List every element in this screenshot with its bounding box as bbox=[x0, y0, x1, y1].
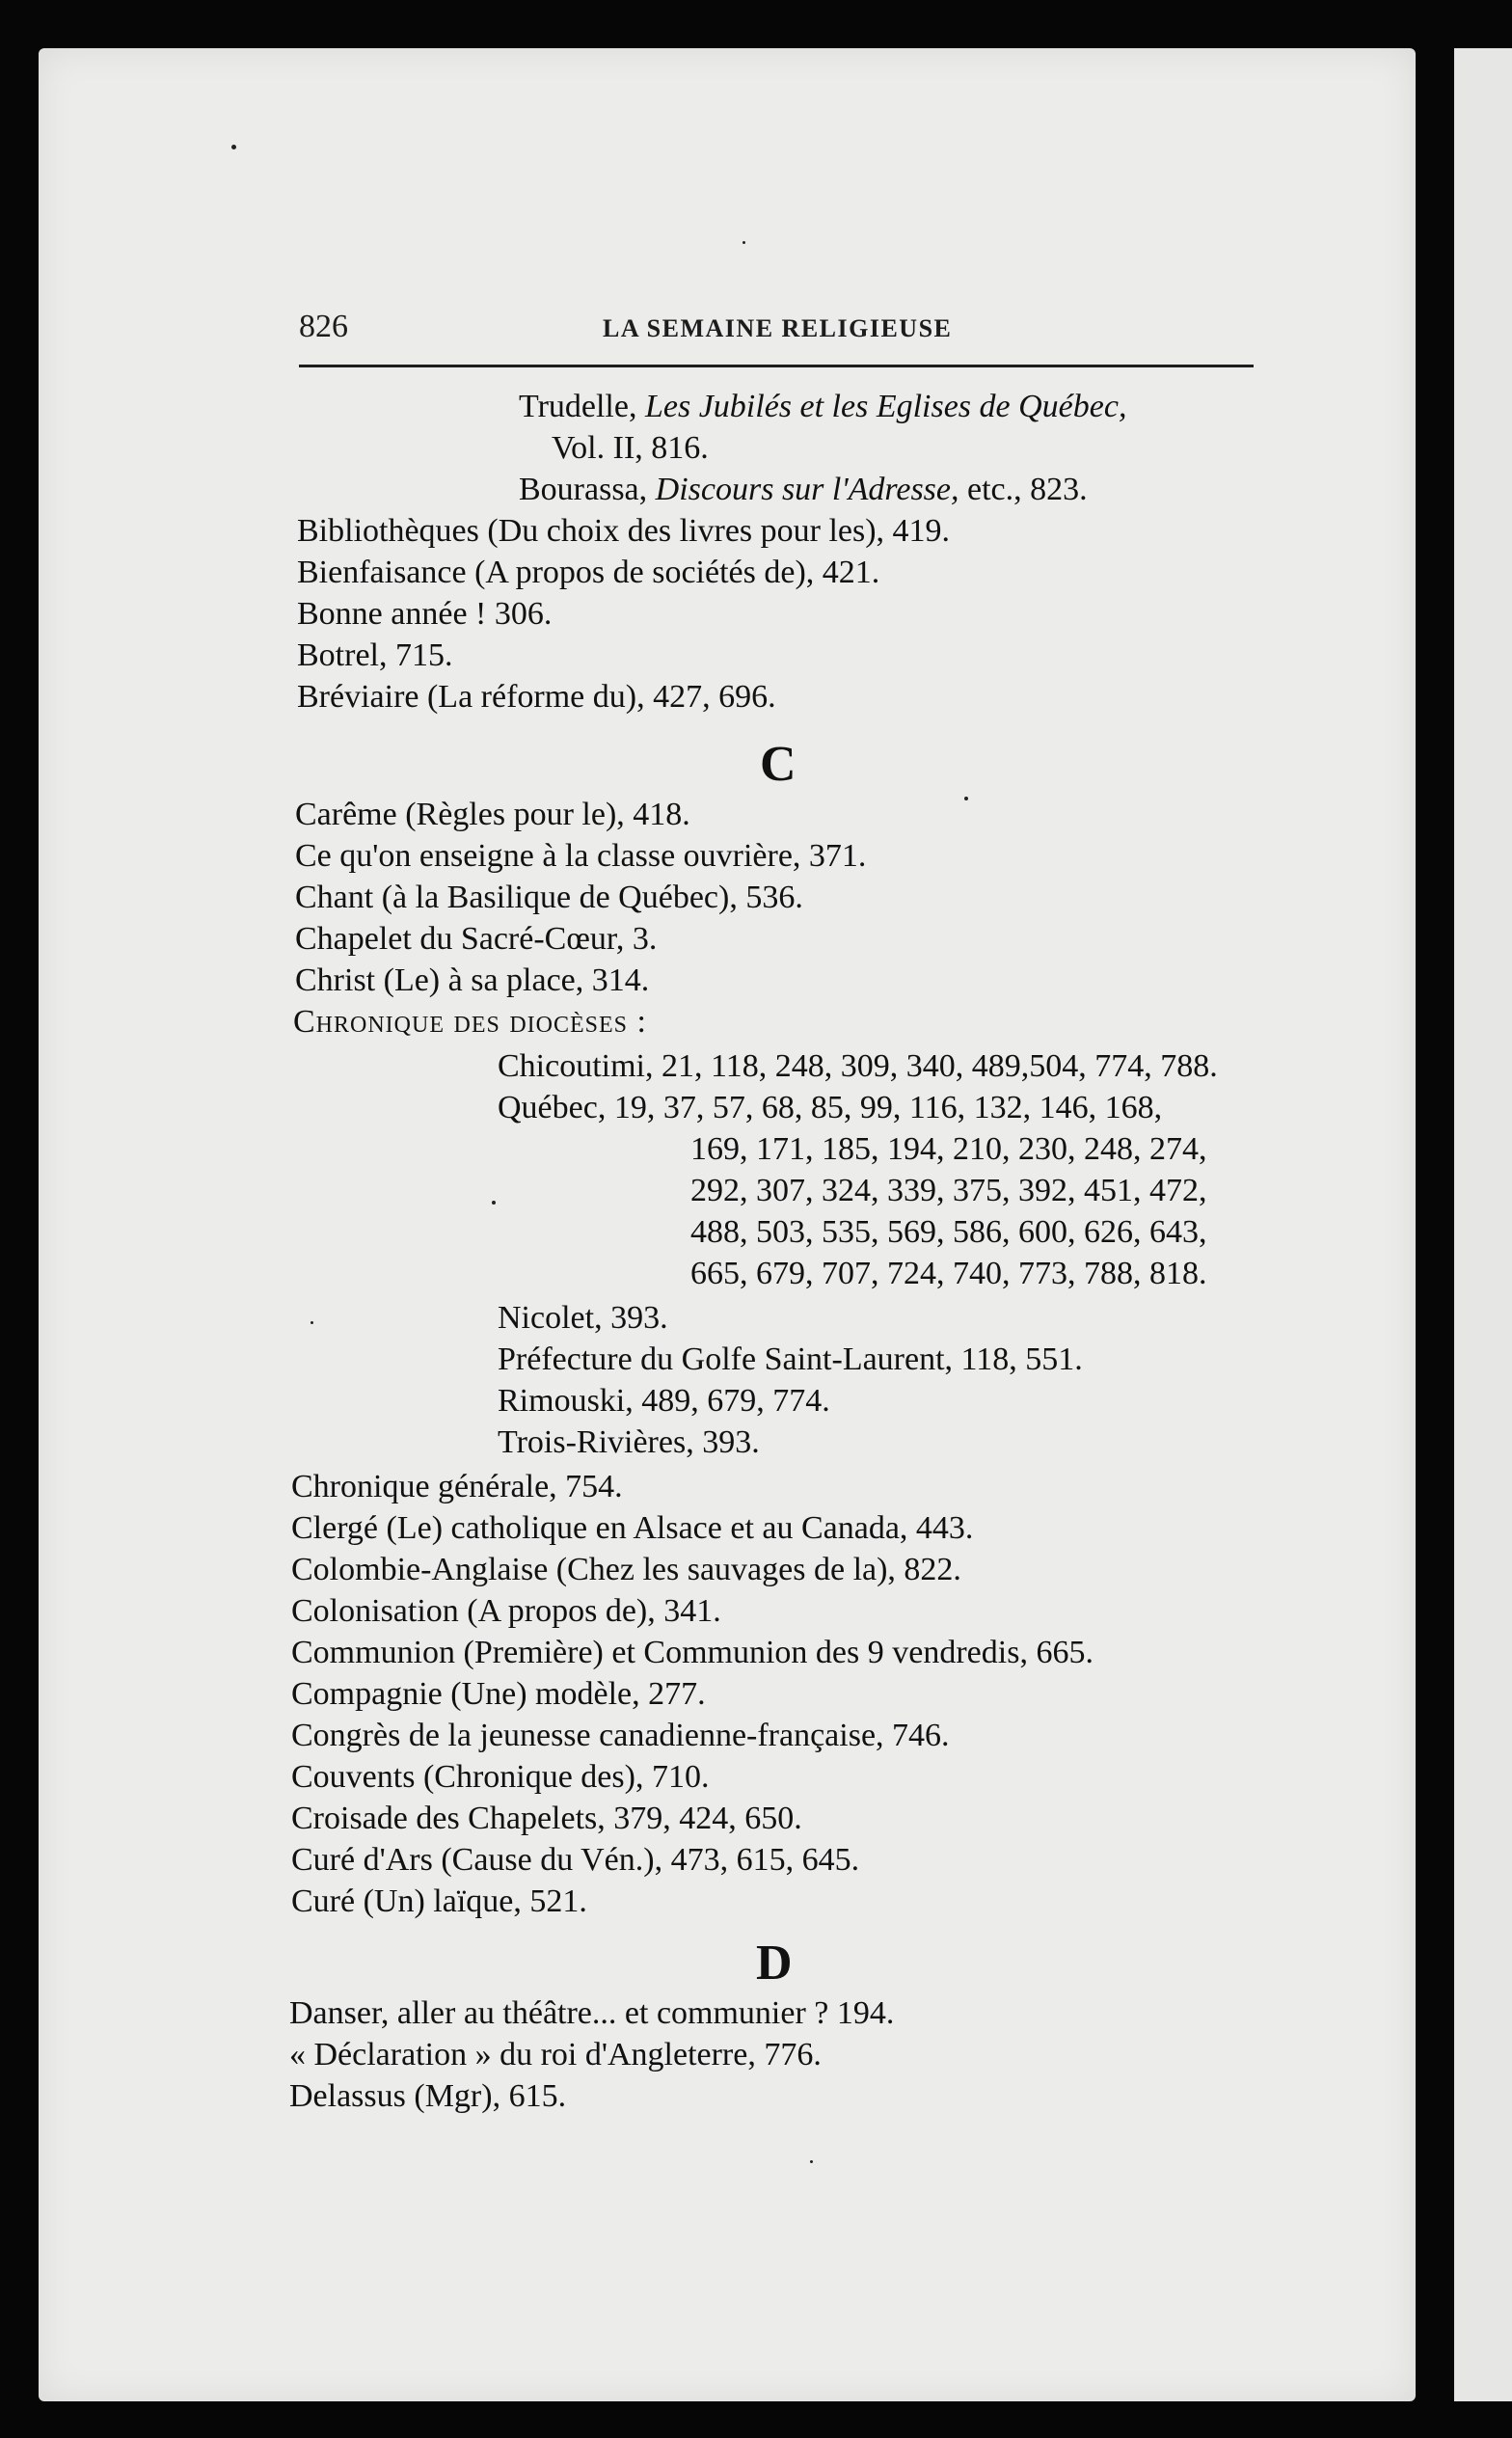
index-entry: Colombie-Anglaise (Chez les sauvages de la), 822. bbox=[291, 1552, 961, 1587]
dust-speck bbox=[492, 1201, 496, 1205]
page-header bbox=[299, 309, 1254, 357]
sub-entry: Trois-Rivières, 393. bbox=[498, 1424, 760, 1460]
running-title: LA SEMAINE RELIGIEUSE bbox=[603, 314, 953, 342]
entry-title: Les Jubilés et les Eglises de Québec, bbox=[644, 389, 1127, 424]
dust-speck bbox=[310, 1321, 313, 1324]
entry-author: Bourassa, bbox=[519, 472, 648, 507]
index-entry: Carême (Règles pour le), 418. bbox=[295, 797, 690, 832]
section-letter-c: C bbox=[760, 737, 796, 792]
index-entry: Chapelet du Sacré-Cœur, 3. bbox=[295, 921, 658, 957]
index-entry: Couvents (Chronique des), 710. bbox=[291, 1759, 710, 1795]
adjacent-page-edge bbox=[1454, 48, 1512, 2401]
index-entry: Chant (à la Basilique de Québec), 536. bbox=[295, 880, 803, 915]
sub-entry-continuation: 169, 171, 185, 194, 210, 230, 248, 274, bbox=[690, 1131, 1207, 1167]
index-entry: Ce qu'on enseigne à la classe ouvrière, 371. bbox=[295, 838, 867, 874]
page-number: 826 bbox=[299, 309, 348, 344]
index-entry: Clergé (Le) catholique en Alsace et au Canada, 443. bbox=[291, 1510, 974, 1546]
entry-pages: etc., 823. bbox=[967, 472, 1088, 507]
index-entry: Bienfaisance (A propos de sociétés de), 421. bbox=[297, 555, 880, 590]
header-rule bbox=[299, 365, 1254, 367]
index-entry: Chronique générale, 754. bbox=[291, 1469, 623, 1504]
index-entry: Curé (Un) laïque, 521. bbox=[291, 1883, 587, 1919]
sub-entry: Rimouski, 489, 679, 774. bbox=[498, 1383, 830, 1419]
sub-entry-continuation: 665, 679, 707, 724, 740, 773, 788, 818. bbox=[690, 1256, 1207, 1291]
index-entry: Botrel, 715. bbox=[297, 637, 453, 673]
index-entry: Delassus (Mgr), 615. bbox=[289, 2078, 567, 2114]
index-entry: Colonisation (A propos de), 341. bbox=[291, 1593, 721, 1629]
index-entry: Compagnie (Une) modèle, 277. bbox=[291, 1676, 706, 1712]
index-entry-continuation: Vol. II, 816. bbox=[552, 430, 709, 466]
dust-speck bbox=[964, 797, 968, 800]
dust-speck bbox=[810, 2160, 813, 2163]
index-entry: Bibliothèques (Du choix des livres pour les), 419. bbox=[297, 513, 951, 549]
sub-entry-continuation: 488, 503, 535, 569, 586, 600, 626, 643, bbox=[690, 1214, 1207, 1250]
dust-speck bbox=[231, 145, 236, 149]
sub-entry: Préfecture du Golfe Saint-Laurent, 118, 551. bbox=[498, 1341, 1083, 1377]
entry-author: Trudelle, bbox=[519, 389, 637, 424]
index-entry: Bonne année ! 306. bbox=[297, 596, 553, 632]
index-entry: Curé d'Ars (Cause du Vén.), 473, 615, 645. bbox=[291, 1842, 860, 1878]
index-entry: Danser, aller au théâtre... et communier ? 194. bbox=[289, 1995, 895, 2031]
index-entry: Communion (Première) et Communion des 9 vendredis, 665. bbox=[291, 1635, 1094, 1670]
sub-entry-continuation: 292, 307, 324, 339, 375, 392, 451, 472, bbox=[690, 1173, 1207, 1208]
index-entry: Congrès de la jeunesse canadienne-française, 746. bbox=[291, 1718, 950, 1753]
entry-title: Discours sur l'Adresse, bbox=[655, 472, 959, 507]
index-heading-chronique: Chronique des diocèses : bbox=[293, 1004, 647, 1040]
index-entry: Croisade des Chapelets, 379, 424, 650. bbox=[291, 1801, 802, 1836]
sub-entry: Chicoutimi, 21, 118, 248, 309, 340, 489,504, 774, 788. bbox=[498, 1048, 1218, 1084]
index-entry: Bréviaire (La réforme du), 427, 696. bbox=[297, 679, 776, 715]
section-letter-d: D bbox=[756, 1936, 793, 1991]
index-entry: Christ (Le) à sa place, 314. bbox=[295, 962, 650, 998]
dust-speck bbox=[742, 241, 745, 244]
sub-entry: Nicolet, 393. bbox=[498, 1300, 668, 1336]
sub-entry: Québec, 19, 37, 57, 68, 85, 99, 116, 132, 146, 168, bbox=[498, 1090, 1163, 1125]
index-entry-bourassa bbox=[519, 471, 1088, 509]
index-entry: « Déclaration » du roi d'Angleterre, 776. bbox=[289, 2037, 822, 2072]
index-entry-trudelle bbox=[519, 388, 1126, 426]
